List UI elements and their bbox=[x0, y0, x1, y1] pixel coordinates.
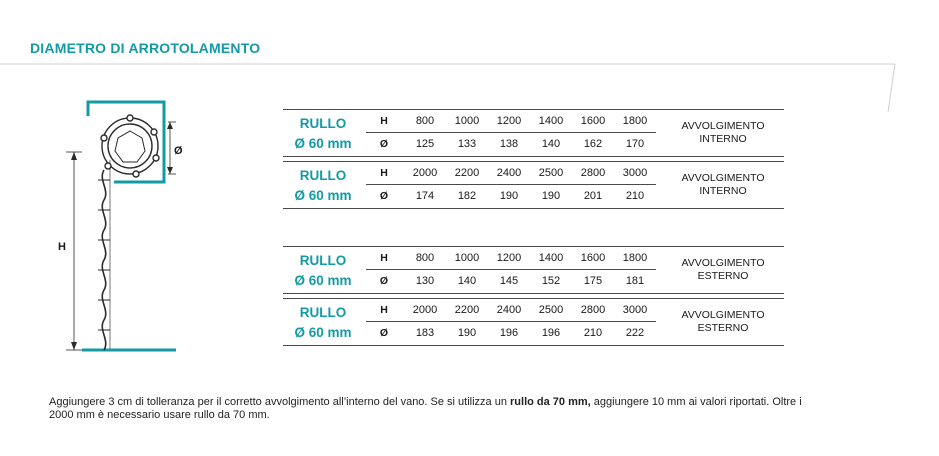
h-value: 1800 bbox=[622, 115, 648, 127]
diameter-value: 170 bbox=[625, 138, 645, 150]
diameter-value: 181 bbox=[625, 275, 645, 287]
h-value: 1200 bbox=[496, 252, 522, 264]
diameter-value: 175 bbox=[583, 275, 603, 287]
diameter-row-label: Ø bbox=[379, 275, 389, 287]
diameter-value: 196 bbox=[499, 327, 519, 339]
h-row-label: H bbox=[380, 304, 388, 316]
page-title: DIAMETRO DI ARROTOLAMENTO bbox=[30, 40, 261, 56]
winding-type: AVVOLGIMENTO INTERNO bbox=[681, 120, 765, 145]
diameter-value: 210 bbox=[583, 327, 603, 339]
h-value: 1400 bbox=[538, 252, 564, 264]
h-value: 2800 bbox=[580, 304, 606, 316]
rullo-label: RULLO Ø 60 mm bbox=[294, 305, 352, 340]
h-value: 1200 bbox=[496, 115, 522, 127]
diameter-row-label: Ø bbox=[379, 138, 389, 150]
h-value: 1000 bbox=[454, 252, 480, 264]
diameter-value: 190 bbox=[541, 190, 561, 202]
table-block-4 bbox=[283, 298, 784, 346]
table-block-2 bbox=[283, 161, 784, 209]
h-value: 1600 bbox=[580, 115, 606, 127]
diameter-value: 201 bbox=[583, 190, 603, 202]
h-value: 800 bbox=[415, 115, 435, 127]
footnote-bold: rullo da 70 mm, bbox=[510, 396, 591, 408]
diameter-value: 125 bbox=[415, 138, 435, 150]
h-value: 2000 bbox=[412, 304, 438, 316]
h-row-label: H bbox=[380, 115, 388, 127]
h-value: 2000 bbox=[412, 167, 438, 179]
h-value: 2200 bbox=[454, 304, 480, 316]
diameter-row-label: Ø bbox=[379, 327, 389, 339]
table-block-1 bbox=[283, 109, 784, 157]
diameter-value: 190 bbox=[457, 327, 477, 339]
h-value: 2500 bbox=[538, 304, 564, 316]
h-value: 3000 bbox=[622, 167, 648, 179]
diameter-value: 130 bbox=[415, 275, 435, 287]
roller-icon bbox=[101, 115, 159, 177]
diameter-value: 210 bbox=[625, 190, 645, 202]
diameter-value: 190 bbox=[499, 190, 519, 202]
diameter-value: 222 bbox=[625, 327, 645, 339]
roller-shutter-diagram bbox=[48, 100, 248, 360]
winding-type: AVVOLGIMENTO INTERNO bbox=[681, 172, 765, 197]
diameter-value: 140 bbox=[541, 138, 561, 150]
diameter-value: 140 bbox=[457, 275, 477, 287]
h-row-label: H bbox=[380, 252, 388, 264]
h-row-label: H bbox=[380, 167, 388, 179]
diameter-value: 133 bbox=[457, 138, 477, 150]
diameter-value: 138 bbox=[499, 138, 519, 150]
h-value: 1000 bbox=[454, 115, 480, 127]
diameter-value: 174 bbox=[415, 190, 435, 202]
diameter-row-label: Ø bbox=[379, 190, 389, 202]
h-value: 2400 bbox=[496, 167, 522, 179]
h-value: 800 bbox=[415, 252, 435, 264]
diameter-value: 162 bbox=[583, 138, 603, 150]
h-value: 1800 bbox=[622, 252, 648, 264]
h-dimension-label: H bbox=[58, 241, 66, 253]
diameter-value: 183 bbox=[415, 327, 435, 339]
diameter-value: 145 bbox=[499, 275, 519, 287]
h-value: 2800 bbox=[580, 167, 606, 179]
winding-type: AVVOLGIMENTO ESTERNO bbox=[681, 309, 765, 334]
rullo-label: RULLO Ø 60 mm bbox=[294, 168, 352, 203]
h-value: 2200 bbox=[454, 167, 480, 179]
winding-type: AVVOLGIMENTO ESTERNO bbox=[681, 257, 765, 282]
h-value: 1600 bbox=[580, 252, 606, 264]
h-value: 2500 bbox=[538, 167, 564, 179]
footnote-text: Aggiungere 3 cm di tolleranza per il corretto avvolgimento all’interno del vano. Se si utilizza un bbox=[49, 396, 511, 408]
slats-icon bbox=[102, 170, 105, 350]
diameter-value: 152 bbox=[541, 275, 561, 287]
footnote bbox=[49, 396, 809, 422]
diameter-value: 182 bbox=[457, 190, 477, 202]
h-value: 2400 bbox=[496, 304, 522, 316]
rullo-label: RULLO Ø 60 mm bbox=[294, 116, 352, 151]
rullo-label: RULLO Ø 60 mm bbox=[294, 253, 352, 288]
diameter-value: 196 bbox=[541, 327, 561, 339]
footnote-text: aggiungere 10 mm ai valori riportati. Oltre i 2000 mm è necessario usare rullo da 70 mm. bbox=[49, 396, 802, 421]
diameter-dimension-label: Ø bbox=[174, 145, 183, 157]
h-value: 1400 bbox=[538, 115, 564, 127]
h-value: 3000 bbox=[622, 304, 648, 316]
table-block-3 bbox=[283, 246, 784, 294]
